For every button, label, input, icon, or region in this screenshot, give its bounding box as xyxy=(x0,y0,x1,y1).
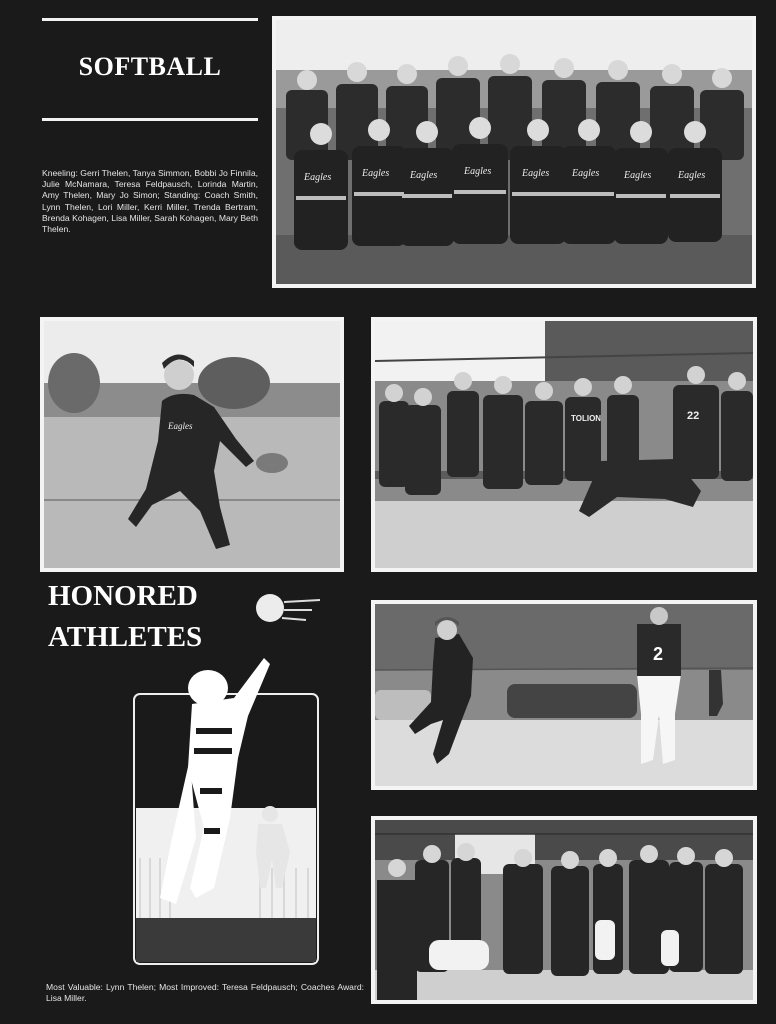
title-rule-top xyxy=(42,18,258,21)
runner-photo xyxy=(371,600,757,790)
runner-jersey-number: 2 xyxy=(653,644,664,664)
svg-text:Eagles: Eagles xyxy=(522,168,550,179)
team-photo xyxy=(272,16,756,288)
page-title: SOFTBALL xyxy=(78,52,222,81)
honored-heading-line1: HONORED xyxy=(48,580,198,612)
title-rule-bottom xyxy=(42,118,258,121)
huddle-photo xyxy=(371,816,757,1004)
dugout-photo xyxy=(371,317,757,572)
fielder-photo xyxy=(40,317,344,572)
svg-text:Eagles: Eagles xyxy=(410,170,438,181)
svg-text:Eagles: Eagles xyxy=(624,170,652,181)
svg-text:22: 22 xyxy=(687,410,700,422)
honored-heading-line2: ATHLETES xyxy=(48,621,203,653)
svg-text:Eagles: Eagles xyxy=(304,172,332,183)
svg-text:Eagles: Eagles xyxy=(168,421,193,431)
svg-text:TOLION: TOLION xyxy=(571,414,602,423)
flying-ball-icon xyxy=(256,594,320,622)
svg-text:Eagles: Eagles xyxy=(464,166,492,177)
honored-athletes-caption: Most Valuable: Lynn Thelen; Most Improved: Teresa Feldpausch; Coaches Award: Lisa Miller. xyxy=(46,982,364,1004)
svg-text:Eagles: Eagles xyxy=(678,170,706,181)
team-photo-caption: Kneeling: Gerri Thelen, Tanya Simmon, Bobbi Jo Finnila, Julie McNamara, Teresa Feldpausch, Lorinda Martin, Amy Thelen, Mary Jo Simon; Standing: Coach Smith, Lynn Thelen, Lori Miller, Kerri Miller, Trenda Bertram, Brenda Kohagen, Lisa Miller, Sarah Kohagen, Mary Beth Thelen. xyxy=(42,168,258,235)
svg-text:Eagles: Eagles xyxy=(362,168,390,179)
softball-artwork xyxy=(130,588,325,970)
svg-text:Eagles: Eagles xyxy=(572,168,600,179)
